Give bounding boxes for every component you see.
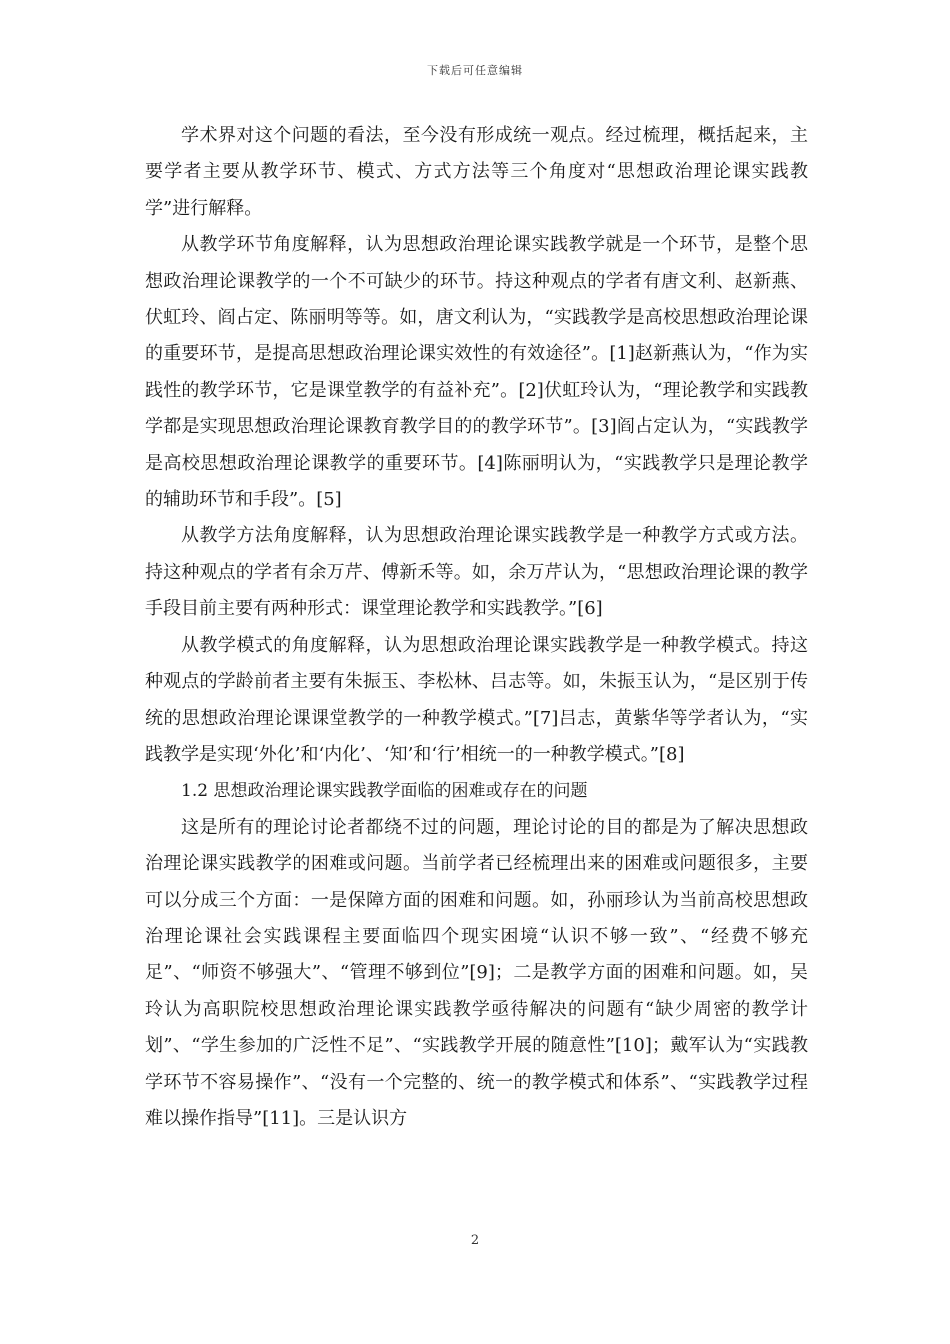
- paragraph-teaching-method: 从教学方法角度解释，认为思想政治理论课实践教学是一种教学方式或方法。持这种观点的学者有余万芹、傅新禾等。如，余万芹认为，“思想政治理论课的教学手段目前主要有两种形式：课堂理论教学和实践教学。”[6]: [145, 525, 808, 620]
- paragraph-teaching-mode: 从教学模式的角度解释，认为思想政治理论课实践教学是一种教学模式。持这种观点的学龄前者主要有朱振玉、李松林、吕志等。如，朱振玉认为，“是区别于传统的思想政治理论课课堂教学的一种教学模式。”[7]吕志，黄紫华等学者认为，“实践教学是实现‘外化’和‘内化’、‘知’和‘行’相统一的一种教学模式。”[8]: [145, 634, 808, 765]
- paragraph-problems: 这是所有的理论讨论者都绕不过的问题，理论讨论的目的都是为了解决思想政治理论课实践教学的困难或问题。当前学者已经梳理出来的困难或问题很多，主要可以分成三个方面：一是保障方面的困难和问题。如，孙丽珍认为当前高校思想政治理论课社会实践课程主要面临四个现实困境“认识不够一致”、“经费不够充足”、“师资不够强大”、“管理不够到位”[9]；二是教学方面的困难和问题。如，吴玲认为高职院校思想政治理论课实践教学亟待解决的问题有“缺少周密的教学计划”、“学生参加的广泛性不足”、“实践教学开展的随意性”[10]；戴军认为“实践教学环节不容易操作”、“没有一个完整的、统一的教学模式和体系”、“实践教学过程难以操作指导”[11]。三是认识方: [145, 816, 808, 1129]
- document-body: [145, 118, 808, 1137]
- paragraph-teaching-link: 从教学环节角度解释，认为思想政治理论课实践教学就是一个环节，是整个思想政治理论课教学的一个不可缺少的环节。持这种观点的学者有唐文利、赵新燕、伏虹玲、阎占定、陈丽明等等。如，唐文利认为，“实践教学是高校思想政治理论课的重要环节，是提高思想政治理论课实效性的有效途径”。[1]赵新燕认为，“作为实践性的教学环节，它是课堂教学的有益补充”。[2]伏虹玲认为，“理论教学和实践教学都是实现思想政治理论课教育教学目的的教学环节”。[3]阎占定认为，“实践教学是高校思想政治理论课教学的重要环节。[4]陈丽明认为，“实践教学只是理论教学的辅助环节和手段”。[5]: [145, 234, 808, 511]
- paragraph-intro: 学术界对这个问题的看法，至今没有形成统一观点。经过梳理，概括起来，主要学者主要从教学环节、模式、方式方法等三个角度对“思想政治理论课实践教学”进行解释。: [145, 125, 808, 219]
- page-number: 2: [470, 1233, 480, 1248]
- page-header: 下载后可任意编辑: [427, 64, 523, 77]
- section-heading: 1.2 思想政治理论课实践教学面临的困难或存在的问题: [181, 781, 588, 802]
